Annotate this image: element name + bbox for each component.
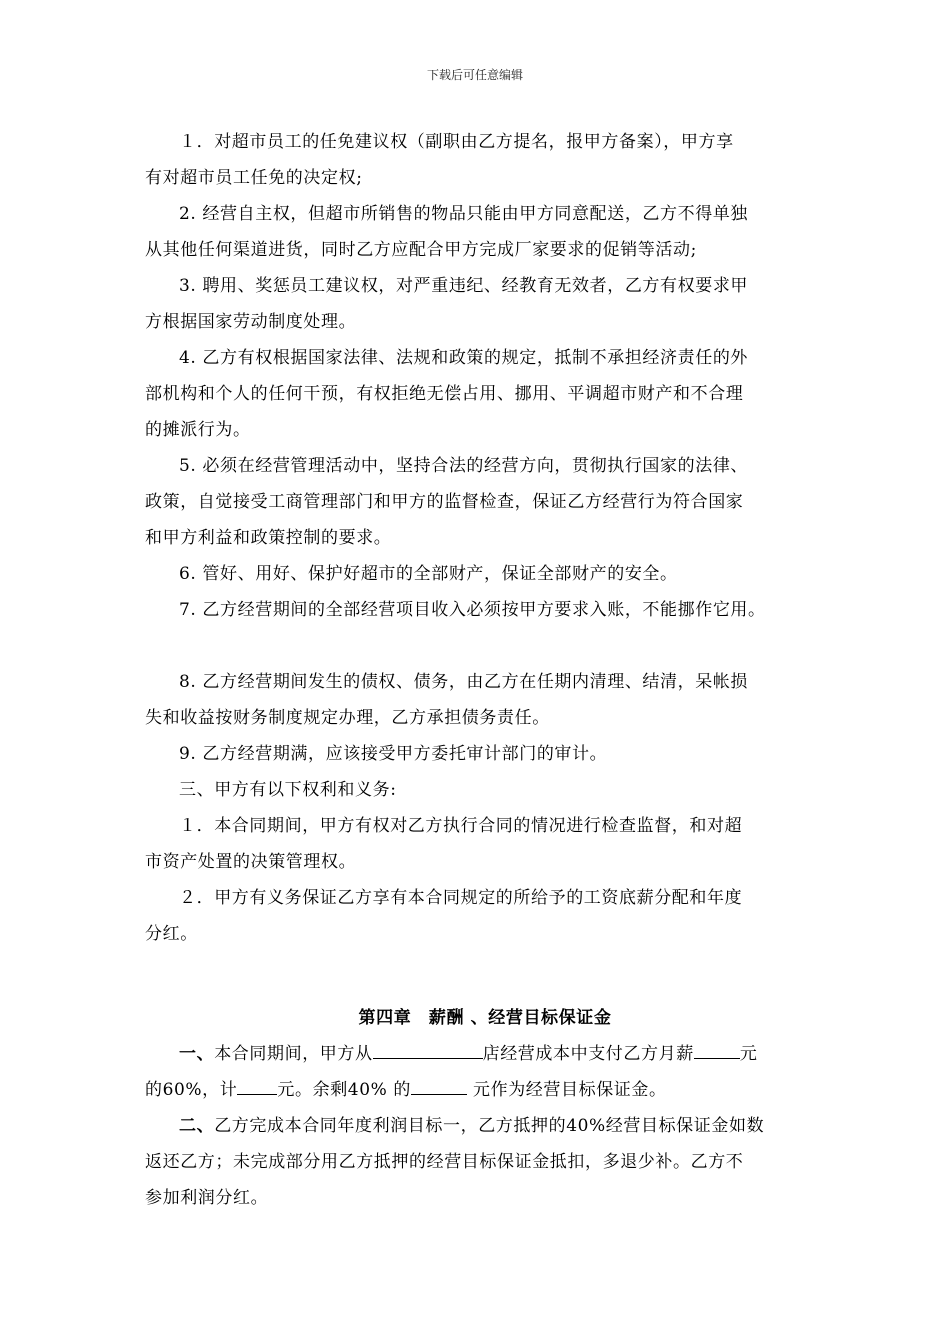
clause-3 — [145, 268, 825, 340]
text-line: 的摊派行为。 — [145, 420, 251, 440]
fill-blank-deposit[interactable] — [411, 1076, 467, 1095]
clause-6 — [145, 556, 825, 592]
text-line: １．对超市员工的任免建议权（副职由乙方提名，报甲方备案），甲方享 — [179, 132, 734, 152]
salary-clause-2 — [145, 1108, 825, 1216]
text-line: １．本合同期间，甲方有权对乙方执行合同的情况进行检查监督，和对超 — [179, 816, 743, 836]
clause-text: 元。余剩40% 的 — [277, 1080, 411, 1100]
page-header: 下载后可任意编辑 — [426, 68, 523, 82]
clause-text: 店经营成本中支付乙方月薪 — [482, 1044, 694, 1064]
document-body — [145, 124, 825, 1216]
text-line: 失和收益按财务制度规定办理，乙方承担债务责任。 — [145, 708, 550, 728]
text-line: 3. 聘用、奖惩员工建议权，对严重违纪、经教育无效者，乙方有权要求甲 — [179, 276, 749, 296]
chapter-title: 第四章 薪酬 、经营目标保证金 — [358, 1008, 612, 1028]
text-line: 8. 乙方经营期间发生的债权、债务，由乙方在任期内清理、结清，呆帐损 — [179, 672, 749, 692]
text-line: 5. 必须在经营管理活动中，坚持合法的经营方向，贯彻执行国家的法律、 — [179, 456, 749, 476]
clause-2 — [145, 196, 825, 268]
text-line: 6. 管好、用好、保护好超市的全部财产，保证全部财产的安全。 — [179, 564, 678, 584]
text-line: 返还乙方；未完成部分用乙方抵押的经营目标保证金抵扣，多退少补。乙方不 — [145, 1152, 744, 1172]
text-line: 三、甲方有以下权利和义务: — [179, 780, 397, 800]
text-line: 政策，自觉接受工商管理部门和甲方的监督检查，保证乙方经营行为符合国家 — [145, 492, 744, 512]
fill-blank-amount[interactable] — [237, 1076, 277, 1095]
clause-text: 的60%，计 — [145, 1080, 238, 1100]
clause-label: 一、 — [179, 1044, 215, 1064]
clause-8 — [145, 664, 825, 736]
text-line: 方根据国家劳动制度处理。 — [145, 312, 357, 332]
party-a-clause-2 — [145, 880, 825, 952]
fill-blank-store[interactable] — [373, 1040, 483, 1059]
clause-1 — [145, 124, 825, 196]
text-line: 市资产处置的决策管理权。 — [145, 852, 357, 872]
text-line: 2. 经营自主权，但超市所销售的物品只能由甲方同意配送，乙方不得单独 — [179, 204, 749, 224]
text-line: 4. 乙方有权根据国家法律、法规和政策的规定，抵制不承担经济责任的外 — [179, 348, 749, 368]
text-line: 从其他任何渠道进货，同时乙方应配合甲方完成厂家要求的促销等活动; — [145, 240, 697, 260]
blank-gap — [145, 952, 825, 1000]
text-line: 7. 乙方经营期间的全部经营项目收入必须按甲方要求入账，不能挪作它用。 — [179, 600, 766, 620]
salary-clause-1 — [145, 1036, 825, 1108]
text-line: 9. 乙方经营期满，应该接受甲方委托审计部门的审计。 — [179, 744, 608, 764]
clause-text: 元 — [739, 1044, 758, 1064]
clause-5 — [145, 448, 825, 556]
clause-7 — [145, 592, 825, 628]
text-line — [145, 1072, 825, 1108]
text-line: ２．甲方有义务保证乙方享有本合同规定的所给予的工资底薪分配和年度 — [179, 888, 743, 908]
text-line: 有对超市员工任免的决定权; — [145, 168, 363, 188]
clause-text: 乙方完成本合同年度利润目标一，乙方抵押的40%经营目标保证金如数 — [214, 1116, 765, 1136]
clause-label: 二、 — [179, 1116, 215, 1136]
clause-text: 元作为经营目标保证金。 — [466, 1080, 667, 1100]
section-3-heading — [145, 772, 825, 808]
blank-gap — [145, 628, 825, 664]
clause-text: 本合同期间，甲方从 — [214, 1044, 373, 1064]
text-line: 和甲方利益和政策控制的要求。 — [145, 528, 392, 548]
text-line — [145, 1108, 825, 1144]
fill-blank-salary[interactable] — [694, 1040, 740, 1059]
text-line: 参加利润分红。 — [145, 1188, 269, 1208]
clause-4 — [145, 340, 825, 448]
text-line: 部机构和个人的任何干预，有权拒绝无偿占用、挪用、平调超市财产和不合理 — [145, 384, 744, 404]
text-line — [145, 1036, 825, 1072]
party-a-clause-1 — [145, 808, 825, 880]
text-line: 分红。 — [145, 924, 198, 944]
clause-9 — [145, 736, 825, 772]
